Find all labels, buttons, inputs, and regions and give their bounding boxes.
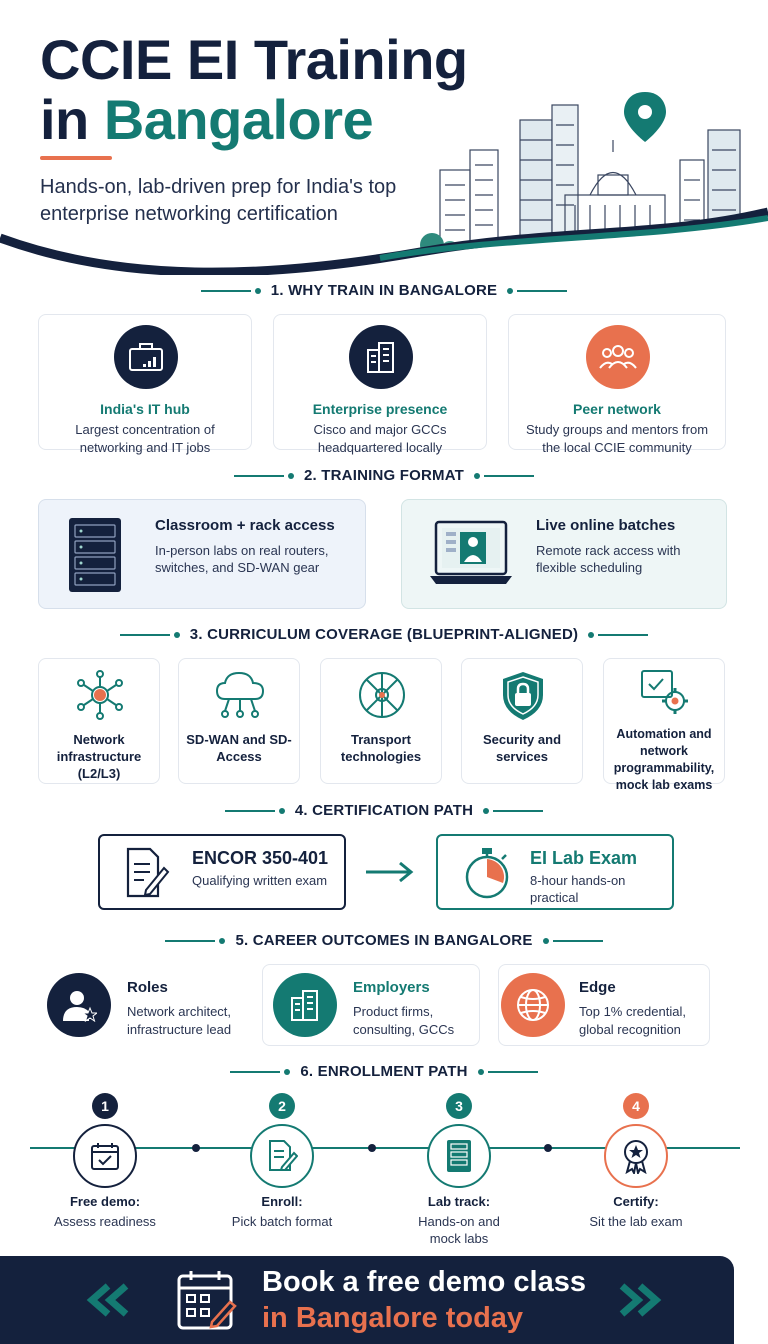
step-desc: Assess readiness [54, 1214, 156, 1229]
outcome-title: Roles [127, 979, 168, 996]
people-group-icon [586, 325, 650, 389]
section-heading-why: 1. WHY TRAIN IN BANGALORE [0, 282, 768, 302]
title-city: Bangalore [103, 88, 374, 151]
format-desc: Remote rack access with flexible scheduling [536, 543, 681, 575]
why-desc: Cisco and major GCCs headquartered locally [313, 422, 447, 455]
curriculum-card-security [461, 658, 583, 784]
title-line-1: CCIE EI Training [40, 28, 468, 91]
why-card-enterprise [273, 314, 487, 455]
why-title: India's IT hub [100, 401, 190, 417]
hero-banner [0, 0, 768, 275]
curriculum-label: Network infrastructure (L2/L3) [56, 732, 142, 781]
briefcase-chart-icon [114, 325, 178, 389]
curriculum-label: SD-WAN and SD-Access [186, 732, 292, 764]
cert-title: EI Lab Exam [530, 848, 638, 868]
curriculum-card-sdwan [178, 658, 300, 784]
section-heading-format: 2. TRAINING FORMAT [0, 467, 768, 487]
format-desc: In-person labs on real routers, switches, and SD-WAN gear [155, 543, 329, 575]
award-badge-icon [604, 1124, 668, 1188]
document-edit-icon [250, 1124, 314, 1188]
cert-title: ENCOR 350-401 [192, 848, 329, 868]
why-title: Peer network [573, 401, 661, 417]
user-star-icon [47, 973, 111, 1037]
format-title: Classroom + rack access [155, 517, 335, 534]
title-underline [40, 156, 112, 160]
cert-desc: Qualifying written exam [192, 873, 328, 888]
stopwatch-icon [462, 846, 512, 902]
outcome-desc: Top 1% credential, global recognition [579, 1004, 686, 1037]
outcome-card-roles [38, 964, 248, 1046]
step-number: 1 [92, 1093, 118, 1119]
globe-icon [501, 973, 565, 1037]
section-heading-enrollment: 6. ENROLLMENT PATH [0, 1063, 768, 1083]
step-title: Lab track: [427, 1194, 491, 1209]
network-hub-icon [74, 669, 126, 721]
step-title: Free demo: [69, 1194, 141, 1209]
section-heading-outcomes: 5. CAREER OUTCOMES IN BANGALORE [0, 932, 768, 952]
curriculum-label: Transport technologies [340, 732, 422, 764]
cta-line-2: in Bangalore today [262, 1302, 524, 1334]
step-number: 2 [269, 1093, 295, 1119]
curriculum-label: Security and services [482, 732, 562, 764]
curriculum-card-automation [603, 658, 725, 792]
step-title: Certify: [613, 1194, 659, 1209]
office-buildings-icon [349, 325, 413, 389]
laptop-video-icon [428, 518, 514, 590]
outcome-title: Edge [579, 979, 616, 996]
step-number: 4 [623, 1093, 649, 1119]
step-number: 3 [446, 1093, 472, 1119]
title-line-2 [40, 90, 468, 150]
curriculum-label: Automation and network programmability, mock lab exams [613, 727, 715, 792]
why-card-peer-network [508, 314, 726, 455]
outcome-card-employers [262, 964, 480, 1046]
cta-banner[interactable] [0, 1256, 734, 1344]
format-card-online [401, 499, 727, 609]
server-rack-icon [67, 516, 123, 594]
step-desc: Pick batch format [231, 1214, 333, 1229]
chevrons-right-icon [612, 1282, 668, 1318]
shield-lock-icon [499, 669, 547, 723]
outcome-title: Employers [353, 979, 430, 996]
automation-gear-icon [639, 667, 693, 719]
step-title: Enroll: [261, 1194, 303, 1209]
page-subtitle: Hands-on, lab-driven prep for India's top enterprise networking certification [40, 176, 397, 225]
section-heading-curriculum: 3. CURRICULUM COVERAGE (BLUEPRINT-ALIGNED) [0, 626, 768, 646]
why-title: Enterprise presence [312, 401, 448, 417]
calendar-pen-icon [176, 1268, 238, 1332]
why-desc: Study groups and mentors from the local CCIE community [525, 422, 709, 455]
calendar-check-icon [73, 1124, 137, 1188]
map-pin-icon [624, 92, 666, 142]
why-card-it-hub [38, 314, 252, 455]
title-prefix: in [40, 88, 89, 151]
document-pen-icon [124, 846, 170, 900]
curriculum-card-transport [320, 658, 442, 784]
outcome-desc: Product firms, consulting, GCCs [353, 1004, 455, 1037]
page-title [40, 30, 468, 150]
outcome-desc: Network architect, infrastructure lead [127, 1004, 232, 1037]
server-rack-icon [427, 1124, 491, 1188]
step-desc: Hands-on and mock labs [418, 1214, 500, 1246]
chevrons-left-icon [80, 1282, 136, 1318]
outcome-card-edge [498, 964, 710, 1046]
step-desc: Sit the lab exam [589, 1214, 683, 1229]
format-card-classroom [38, 499, 366, 609]
arrow-right-icon [364, 860, 416, 884]
cert-card-lab-exam [436, 834, 674, 910]
format-title: Live online batches [536, 517, 676, 534]
cert-desc: 8-hour hands-on practical [530, 873, 626, 905]
office-buildings-icon [273, 973, 337, 1037]
section-heading-cert-path: 4. CERTIFICATION PATH [0, 802, 768, 822]
cloud-network-icon [213, 669, 267, 721]
why-desc: Largest concentration of networking and IT jobs [75, 422, 215, 455]
curriculum-card-infrastructure [38, 658, 160, 784]
cta-line-1: Book a free demo class [262, 1266, 586, 1298]
transport-router-icon [356, 669, 408, 721]
cert-card-encor [98, 834, 346, 910]
